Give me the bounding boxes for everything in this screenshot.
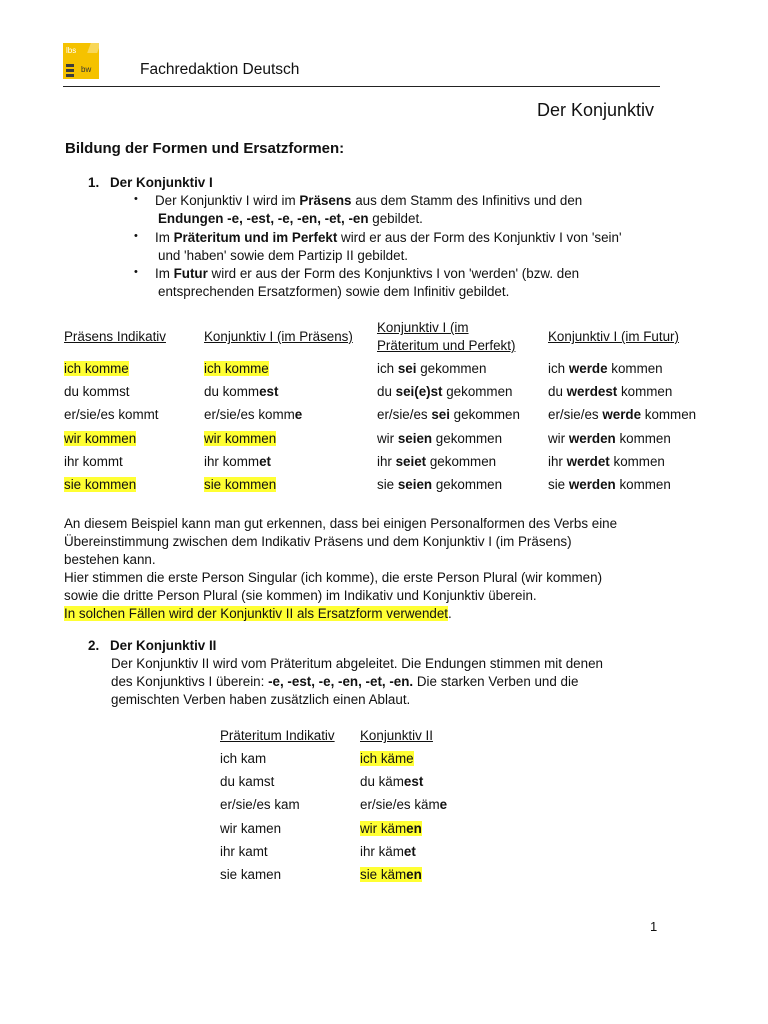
table-cell: du werdest kommen [548,384,673,399]
table-cell: wir kamen [220,821,282,836]
lbs-bw-logo [63,43,99,79]
table-cell: ich kam [220,751,267,766]
table-header: Konjunktiv I (im Futur) [548,329,679,344]
paragraph-line: bestehen kann. [64,552,156,567]
table-cell: er/sie/es werde kommen [548,407,697,422]
paragraph-line: Hier stimmen die erste Person Singular (ich komme), die erste Person Plural (wir kommen) [64,570,603,585]
table-cell: ihr seiet gekommen [377,454,497,469]
table-header: Konjunktiv I (im [377,320,469,335]
paragraph-line: An diesem Beispiel kann man gut erkennen, dass bei einigen Personalformen des Verbs eine [64,516,618,531]
table-cell: ihr kämet [360,844,416,859]
document-title: Der Konjunktiv [537,100,655,120]
highlight-line: In solchen Fällen wird der Konjunktiv II als Ersatzform verwendet. [64,606,452,621]
table-cell: du kämest [360,774,424,789]
table-cell: ich werde kommen [548,361,663,376]
table-cell: sie kamen [220,867,282,882]
table-cell: ihr werdet kommen [548,454,665,469]
bullet-line: entsprechenden Ersatzformen) sowie dem Infinitiv gebildet. [158,284,510,299]
table-header: Konjunktiv II [360,728,433,743]
paragraph-line: des Konjunktivs I überein: -e, -est, -e, -en, -et, -en. Die starken Verben und die [111,674,579,689]
table-cell: sie kämen [360,867,422,882]
table-cell: ihr kamt [220,844,268,859]
table-cell: er/sie/es kommt [64,407,159,422]
paragraph-line: sowie die dritte Person Plural (sie kommen) im Indikativ und Konjunktiv überein. [64,588,537,603]
table-cell: du sei(e)st gekommen [377,384,513,399]
table-cell: sie werden kommen [548,477,671,492]
bullet-dot: • [134,266,138,278]
table-cell: sie kommen [64,477,137,492]
table-cell: sie seien gekommen [377,477,503,492]
table-cell: sie kommen [204,477,277,492]
paragraph-line: Der Konjunktiv II wird vom Präteritum abgeleitet. Die Endungen stimmen mit denen [111,656,603,671]
table-cell: ihr kommt [64,454,123,469]
table-cell: er/sie/es komme [204,407,303,422]
bullet-line: und 'haben' sowie dem Partizip II gebildet. [158,248,409,263]
section2-title: Der Konjunktiv II [110,638,217,653]
table-cell: wir kommen [64,431,137,446]
section2-number: 2. [88,638,100,653]
table-cell: ich käme [360,751,414,766]
table-cell: wir werden kommen [548,431,671,446]
table-cell: er/sie/es käme [360,797,448,812]
table-cell: ihr kommet [204,454,271,469]
page-number: 1 [650,919,658,934]
table-cell: du kommest [204,384,279,399]
table-cell: wir kommen [204,431,277,446]
bullet-dot: • [134,230,138,242]
bullet-line: Im Präteritum und im Perfekt wird er aus der Form des Konjunktiv I von 'sein' [155,230,622,245]
table-cell: du kamst [220,774,275,789]
logo-text-bottom: bw [81,65,92,74]
paragraph-line: Übereinstimmung zwischen dem Indikativ Präsens und dem Konjunktiv I (im Präsens) [64,534,572,549]
bullet-dot: • [134,193,138,205]
table-header: Präsens Indikativ [64,329,166,344]
table-cell: ich komme [64,361,129,376]
table-cell: du kommst [64,384,130,399]
bullet-line: Endungen -e, -est, -e, -en, -et, -en gebildet. [158,211,423,226]
table-cell: wir seien gekommen [377,431,503,446]
bullet-line: Im Futur wird er aus der Form des Konjunktivs I von 'werden' (bzw. den [155,266,580,281]
table-cell: er/sie/es sei gekommen [377,407,520,422]
table-cell: ich sei gekommen [377,361,487,376]
table-cell: wir kämen [360,821,422,836]
section1-number: 1. [88,175,100,190]
paragraph-line: gemischten Verben haben zusätzlich einen Ablaut. [111,692,411,707]
table-cell: er/sie/es kam [220,797,300,812]
table-header: Präteritum Indikativ [220,728,335,743]
org-name: Fachredaktion Deutsch [140,61,300,78]
table-header: Konjunktiv I (im Präsens) [204,329,353,344]
header-rule [63,86,660,87]
section1-title: Der Konjunktiv I [110,175,213,190]
section-heading: Bildung der Formen und Ersatzformen: [65,140,345,157]
table-cell: ich komme [204,361,269,376]
logo-text-top: lbs [66,46,77,55]
table-header: Präteritum und Perfekt) [377,338,516,353]
bullet-line: Der Konjunktiv I wird im Präsens aus dem Stamm des Infinitivs und den [155,193,583,208]
